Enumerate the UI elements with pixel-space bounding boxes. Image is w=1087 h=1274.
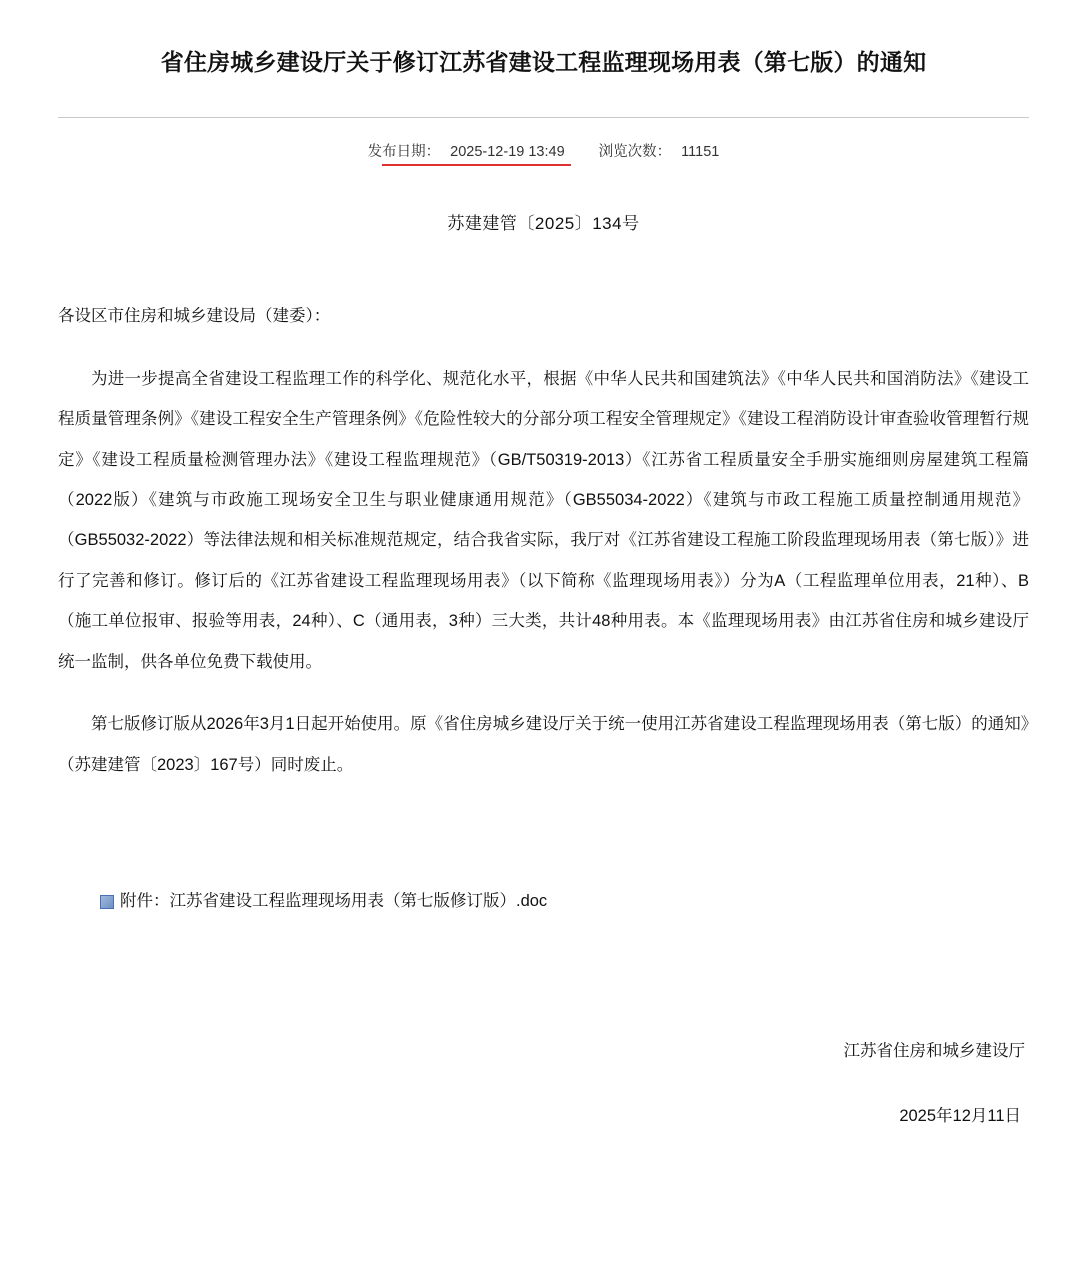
publish-date-label: 发布日期：	[367, 144, 441, 161]
paragraph-1-part-1: 为进一步提高全省建设工程监理工作的科学化、规范化水平，根据《中华人民共和国建筑法》《中华人民共和国消防法》《建设工程质量管理条例》《建设工程安全生产管理条例》《危险性较大的分部分项工程安全管理规定》《建设工程消防设计审查验收管理暂行规定》《建设工程质量检测管理办法》《建设工程监理规范》（GB/T50319-2013）《江苏省工程质量安全手册实施细则房屋建筑工程篇（2022版）《建筑与市政施工现场安全卫生与职业健康通用规范》（GB55034-2022）《建筑与市政工程施工质量控制通用规范》（GB55032-2022）等法律法规和相关标准规范规定，结合我省实际，	[58, 369, 1029, 550]
paragraph-1-highlight: 我厅对《江苏省建设工程施工阶段监理现场用表（第七版）》进行了完善和修订。	[58, 531, 1029, 590]
paragraph-2-rest: 原《省住房城乡建设厅关于统一使用江苏省建设工程监理现场用表（第七版）的通知》（苏建建管〔2023〕167号）同时废止。	[58, 715, 1029, 774]
document-meta	[0, 118, 1087, 161]
document-page	[0, 15, 1087, 1274]
page-title: 省住房城乡建设厅关于修订江苏省建设工程监理现场用表（第七版）的通知	[160, 49, 927, 76]
paragraph-2-highlight: 第七版修订版从2026年3月1日起开始使用。	[91, 715, 411, 734]
paragraph-2	[58, 704, 1029, 785]
document-number: 苏建建管〔2025〕134号	[447, 214, 640, 234]
attachment-link[interactable]: 附件：江苏省建设工程监理现场用表（第七版修订版）.doc	[120, 891, 548, 910]
paragraph-1-part-2: 修订后的《江苏省建设工程监理现场用表》（以下简称《监理现场用表》）分为A（工程监理单位用表，21种）、B（施工单位报审、报验等用表，24种）、C（通用表，3种）三大类，共计48种用表。本《监理现场用表》由江苏省住房和城乡建设厅统一监制，供各单位免费下载使用。	[58, 571, 1029, 671]
doc-file-icon	[100, 895, 114, 909]
view-count-group	[599, 140, 720, 161]
publish-date-group	[368, 140, 565, 161]
view-count-value: 11151	[681, 144, 720, 161]
document-body	[0, 234, 1087, 785]
signoff-organization: 江苏省住房和城乡建设厅	[843, 1041, 1025, 1060]
paragraph-1	[58, 359, 1029, 682]
attachment-row[interactable]	[0, 807, 1087, 918]
publish-date-value: 2025-12-19 13:49	[450, 144, 565, 161]
signoff-date: 2025年12月11日	[899, 1106, 1021, 1125]
signoff-block	[0, 918, 1087, 1138]
bottom-spacer	[0, 1138, 1087, 1176]
view-count-label: 浏览次数：	[598, 144, 672, 161]
salutation: 各设区市住房和城乡建设局（建委）：	[58, 307, 331, 326]
